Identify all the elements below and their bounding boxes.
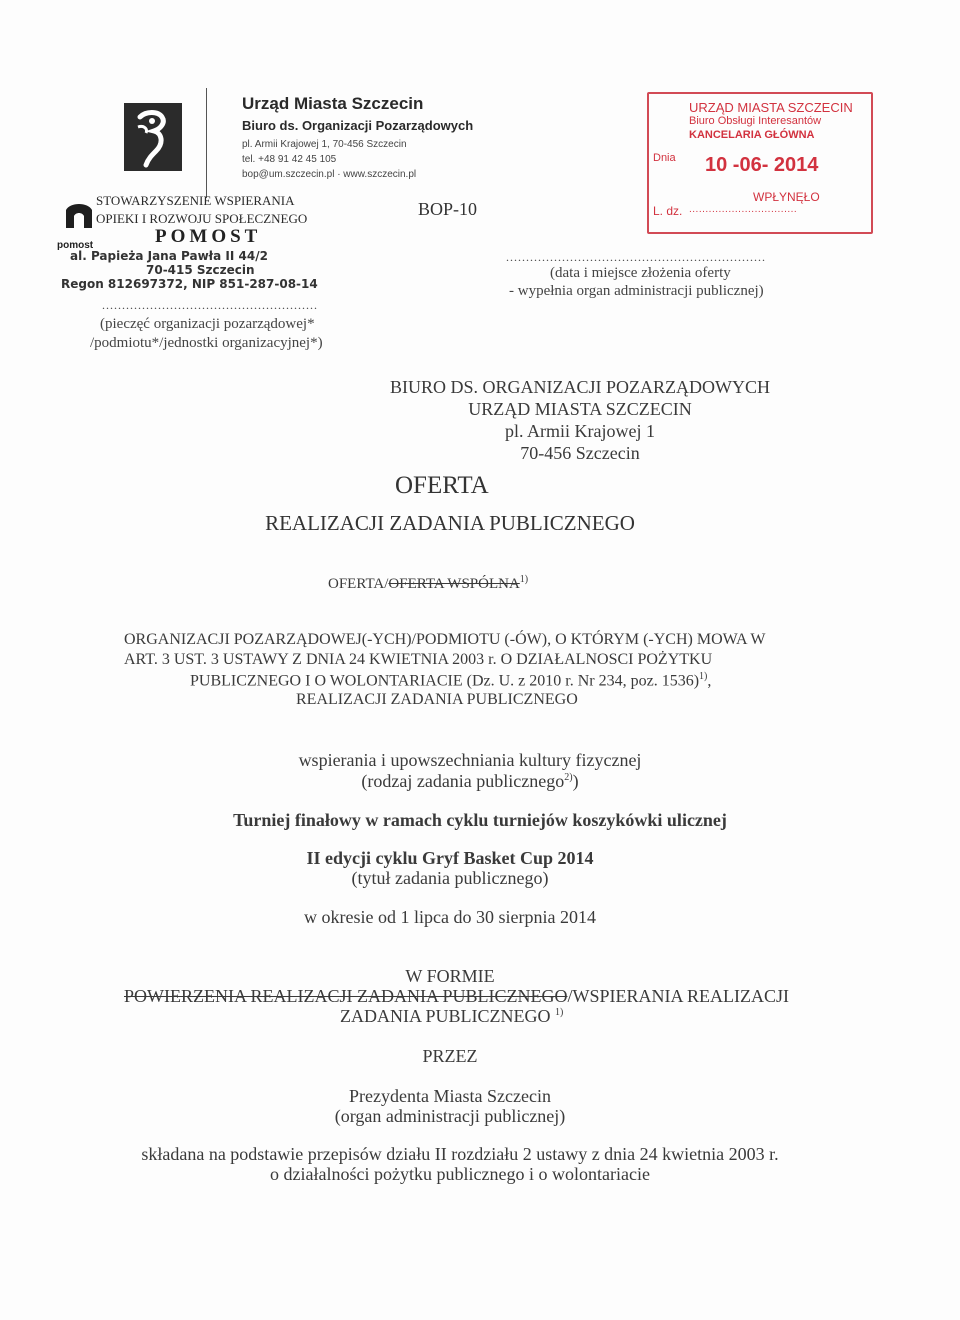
received-stamp-ref-dots: ................................. — [689, 204, 798, 215]
form-heading: W FORMIE — [405, 966, 495, 986]
submission-dots: ................................................................. — [506, 250, 766, 264]
submission-note-line2: - wypełnia organ administracji publicznej) — [509, 283, 764, 299]
received-stamp-line1: URZĄD MIASTA SZCZECIN — [689, 100, 853, 115]
doc-subtitle: REALIZACJI ZADANIA PUBLICZNEGO — [265, 511, 635, 535]
received-stamp-date: 10 -06- 2014 — [705, 154, 819, 176]
recipient-line1: BIURO DS. ORGANIZACJI POZARZĄDOWYCH — [389, 377, 770, 397]
org-desc-line4: REALIZACJI ZADANIA PUBLICZNEGO — [296, 691, 578, 708]
header-divider — [206, 88, 207, 198]
recipient-line2: URZĄD MIASTA SZCZECIN — [468, 399, 692, 419]
city-office-phone: tel. +48 91 42 45 105 — [242, 154, 337, 165]
form-line3: ZADANIA PUBLICZNEGO $^{1)}$ — [340, 1006, 564, 1026]
city-office-title: Urząd Miasta Szczecin — [242, 94, 424, 113]
bop-code: BOP-10 — [418, 199, 478, 219]
by-heading: PRZEZ — [422, 1046, 478, 1066]
task-type-value: wspierania i upowszechniania kultury fizycznej — [298, 750, 642, 770]
org-stamp-ids: Regon 812697372, NIP 851-287-08-14 — [61, 277, 318, 291]
city-office-subtitle: Biuro ds. Organizacji Pozarządowych — [242, 118, 474, 133]
form-struck: POWIERZENIA REALIZACJI ZADANIA PUBLICZNEGO — [124, 986, 568, 1006]
org-stamp-dots: ...................................................... — [102, 298, 318, 312]
received-stamp-status: WPŁYNĘŁO — [753, 190, 820, 204]
pomost-logo-icon — [66, 200, 92, 228]
period: w okresie od 1 lipca do 30 sierpnia 2014 — [304, 907, 596, 927]
org-stamp-note-line2: /podmiotu*/jednostki organizacyjnej*) — [90, 335, 323, 351]
recipient-line3: pl. Armii Krajowej 1 — [505, 421, 655, 441]
received-stamp-line3: KANCELARIA GŁÓWNA — [689, 129, 815, 141]
task-title-line1: Turniej finałowy w ramach cyklu turniejów koszykówki ulicznej — [233, 810, 727, 830]
org-stamp-address2: 70-415 Szczecin — [146, 263, 255, 277]
form-rest: /WSPIERANIA REALIZACJI — [567, 986, 789, 1006]
city-logo — [124, 103, 182, 171]
task-title-label: (tytuł zadania publicznego) — [351, 868, 549, 888]
basis-line2: o działalności pożytku publicznego i o wolontariacie — [270, 1164, 650, 1184]
org-stamp-line2: OPIEKI I ROZWOJU SPOŁECZNEGO — [96, 211, 308, 226]
org-stamp-name: POMOST — [155, 226, 262, 247]
oferta-type-footnote: 1) — [519, 574, 529, 585]
received-stamp-ref-label: L. dz. — [653, 204, 683, 218]
griffin-icon — [124, 103, 182, 171]
received-stamp-date-label: Dnia — [653, 152, 676, 164]
org-stamp-line1: STOWARZYSZENIE WSPIERANIA — [96, 193, 295, 208]
oferta-type — [328, 574, 528, 593]
oferta-type-struck: OFERTA WSPÓLNA — [388, 576, 520, 592]
task-type-label: (rodzaj zadania publicznego$^{2)}$) — [361, 771, 579, 791]
by-value: Prezydenta Miasta Szczecin — [349, 1086, 551, 1106]
org-stamp-note-line1: (pieczęć organizacji pozarządowej* — [100, 316, 315, 332]
city-office-contact: bop@um.szczecin.pl · www.szczecin.pl — [242, 169, 417, 180]
task-title-line2: II edycji cyklu Gryf Basket Cup 2014 — [306, 848, 594, 868]
recipient-line4: 70-456 Szczecin — [520, 443, 640, 463]
submission-note-line1: (data i miejsce złożenia oferty — [550, 265, 731, 281]
org-desc-line1: ORGANIZACJI POZARZĄDOWEJ(-YCH)/PODMIOTU (-ÓW), O KTÓRYM (-YCH) MOWA W — [124, 631, 766, 648]
org-stamp-address1: al. Papieża Jana Pawła II 44/2 — [70, 249, 268, 263]
doc-title: OFERTA — [395, 472, 489, 499]
form-line2 — [124, 986, 789, 1007]
basis-line1: składana na podstawie przepisów działu II rozdziału 2 ustawy z dnia 24 kwietnia 2003 r. — [141, 1144, 779, 1164]
by-label: (organ administracji publicznej) — [334, 1106, 566, 1126]
oferta-type-plain: OFERTA/ — [328, 576, 389, 592]
org-desc-line3: PUBLICZNEGO I O WOLONTARIACIE (Dz. U. z 2010 r. Nr 234, poz. 1536)$^{1)}$, — [190, 671, 712, 690]
org-stamp-logo-word: pomost — [57, 240, 94, 251]
city-office-address: pl. Armii Krajowej 1, 70-456 Szczecin — [242, 139, 407, 150]
received-stamp-line2: Biuro Obsługi Interesantów — [689, 115, 822, 127]
org-desc-line2: ART. 3 UST. 3 USTAWY Z DNIA 24 KWIETNIA 2003 r. O DZIAŁALNOSCI POŻYTKU — [124, 651, 713, 668]
received-stamp — [647, 92, 873, 234]
